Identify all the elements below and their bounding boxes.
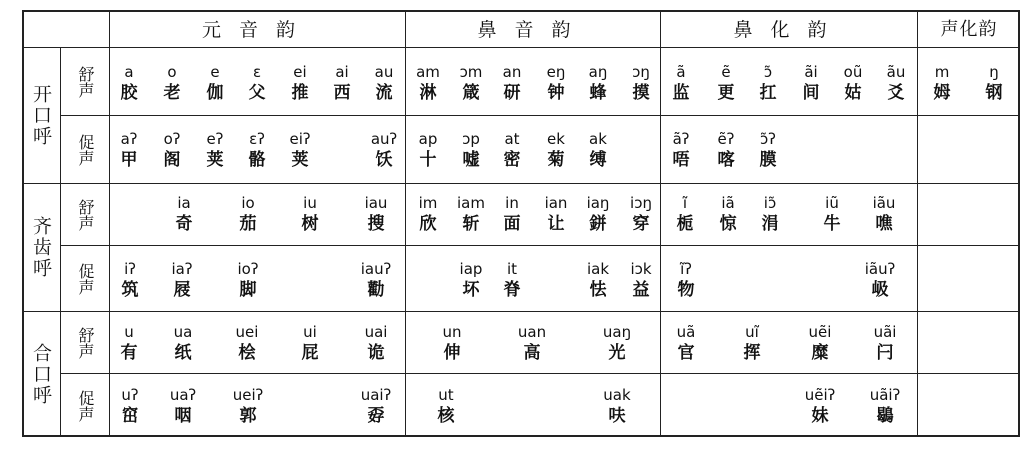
ipa-final: uei (235, 323, 259, 341)
ipa-final: ɔŋ (632, 63, 650, 81)
example-character: 妹 (811, 406, 829, 426)
example-character: 骼 (248, 150, 266, 170)
example-character: 孬 (367, 406, 385, 426)
ipa-final: uã (676, 323, 696, 341)
ipa-final: ap (418, 130, 438, 148)
example-character: 监 (672, 83, 690, 103)
final-entry (224, 322, 270, 364)
example-character: 姑 (844, 83, 862, 103)
final-entry (234, 62, 280, 104)
example-character: 益 (632, 280, 650, 300)
example-character: 呋 (608, 406, 626, 426)
example-character: 缚 (589, 150, 607, 170)
example-character: 惊 (719, 214, 737, 234)
example-character: 让 (547, 214, 565, 234)
final-entry (862, 385, 908, 427)
example-character: 喀 (717, 150, 735, 170)
ipa-final: oũ (843, 63, 863, 81)
ipa-final: ioʔ (237, 260, 259, 278)
example-character: 纸 (174, 343, 192, 363)
final-entry (489, 193, 535, 235)
row-type-label (61, 312, 109, 373)
example-character: 钟 (547, 83, 565, 103)
final-entry (353, 259, 399, 301)
example-character: 爻 (887, 83, 905, 103)
final-entry (575, 129, 621, 171)
ipa-final: uĩ (745, 323, 759, 341)
ipa-final: it (506, 260, 518, 278)
final-entry (873, 62, 919, 104)
example-character: 斩 (462, 214, 480, 234)
example-character: 伸 (443, 343, 461, 363)
example-character: 饫 (375, 150, 393, 170)
row-rule (61, 245, 1020, 246)
example-character: 糜 (811, 343, 829, 363)
ipa-final: iãu (872, 194, 896, 212)
final-entry (405, 129, 451, 171)
example-character: 筑 (121, 280, 139, 300)
final-entry (106, 322, 152, 364)
ipa-final: uaiʔ (360, 386, 392, 404)
final-entry (658, 62, 704, 104)
final-entry (225, 259, 271, 301)
ipa-final: oʔ (163, 130, 181, 148)
final-entry (797, 385, 843, 427)
ipa-final: at (504, 130, 520, 148)
ipa-final: ai (335, 63, 349, 81)
ipa-final: uaŋ (602, 323, 632, 341)
example-character: 西 (333, 83, 351, 103)
example-character: 伽 (206, 83, 224, 103)
ipa-final: iũ (825, 194, 839, 212)
final-entry (663, 259, 709, 301)
ipa-final: iauʔ (360, 260, 392, 278)
ipa-final: ãu (886, 63, 906, 81)
ipa-final: o (167, 63, 177, 81)
example-character: 脚 (239, 280, 257, 300)
final-entry (489, 129, 535, 171)
final-entry (353, 193, 399, 235)
example-character: 栀 (676, 214, 694, 234)
ipa-final: ak (589, 130, 607, 148)
example-character: 屁 (301, 343, 319, 363)
final-entry (319, 62, 365, 104)
final-entry (405, 193, 451, 235)
group-label-hekou (22, 312, 60, 437)
final-entry (705, 193, 751, 235)
ipa-final: uan (517, 323, 547, 341)
ipa-final: iaʔ (171, 260, 193, 278)
final-entry (575, 259, 621, 301)
ipa-final: io (241, 194, 255, 212)
ipa-final: ɔ̃ʔ (760, 130, 776, 148)
example-character: 窋 (121, 406, 139, 426)
ipa-final: au (374, 63, 394, 81)
final-entry (658, 129, 704, 171)
example-character: 十 (419, 150, 437, 170)
final-entry (106, 62, 152, 104)
group-rule (22, 183, 1020, 184)
row-type-label (61, 374, 109, 437)
example-character: 官 (677, 343, 695, 363)
example-character: 鶡 (876, 406, 894, 426)
final-entry (575, 193, 621, 235)
final-entry (106, 129, 152, 171)
example-character: 怯 (589, 280, 607, 300)
example-character: 岋 (871, 280, 889, 300)
final-entry (509, 322, 555, 364)
row-type-label (61, 184, 109, 245)
final-entry (361, 62, 407, 104)
ipa-final: uak (603, 386, 631, 404)
example-character: 坏 (462, 280, 480, 300)
example-character: 郭 (239, 406, 257, 426)
final-entry (234, 129, 280, 171)
ipa-final: iɔ̃ (763, 194, 777, 212)
ipa-final: eʔ (206, 130, 224, 148)
example-character: 唔 (672, 150, 690, 170)
final-entry (489, 62, 535, 104)
example-character: 脊 (503, 280, 521, 300)
ipa-final: ãi (804, 63, 818, 81)
example-character: 研 (503, 83, 521, 103)
ipa-final: ɛ (252, 63, 262, 81)
example-character: 阁 (163, 150, 181, 170)
example-character: 父 (248, 83, 266, 103)
ipa-final: ŋ (989, 63, 999, 81)
final-entry (575, 62, 621, 104)
example-character: 核 (437, 406, 455, 426)
example-character: 咽 (174, 406, 192, 426)
final-entry (448, 259, 494, 301)
row-rule (61, 373, 1020, 374)
final-entry (729, 322, 775, 364)
ipa-final: ia (177, 194, 191, 212)
example-character: 闩 (876, 343, 894, 363)
row-type-text: 促声 (76, 389, 95, 422)
final-entry (160, 385, 206, 427)
final-entry (225, 193, 271, 235)
ipa-final: iãuʔ (864, 260, 896, 278)
group-label-qichi (22, 184, 60, 311)
final-entry (429, 322, 475, 364)
ipa-final: iap (459, 260, 483, 278)
ipa-final: uaʔ (169, 386, 197, 404)
row-type-text: 促声 (76, 133, 95, 166)
example-character: 摸 (632, 83, 650, 103)
final-entry (149, 129, 195, 171)
final-entry (919, 62, 965, 104)
final-entry (861, 193, 907, 235)
final-entry (107, 259, 153, 301)
example-character: 桧 (238, 343, 256, 363)
final-entry (159, 259, 205, 301)
final-entry (287, 193, 333, 235)
group-label-text: 合口呼 (30, 343, 52, 406)
group-label-text: 齐齿呼 (30, 216, 52, 279)
example-character: 诡 (367, 343, 385, 363)
final-entry (277, 62, 323, 104)
ipa-final: e (210, 63, 220, 81)
final-entry (533, 193, 579, 235)
ipa-final: iaŋ (586, 194, 610, 212)
ipa-final: iu (303, 194, 317, 212)
final-entry (594, 385, 640, 427)
group-label-text: 开口呼 (30, 84, 52, 147)
final-entry (448, 193, 494, 235)
ipa-final: uãi (873, 323, 897, 341)
ipa-final: ek (547, 130, 565, 148)
example-character: 树 (301, 214, 319, 234)
example-character: 菊 (547, 150, 565, 170)
final-entry (809, 193, 855, 235)
row-type-text: 舒声 (76, 65, 95, 98)
final-entry (160, 322, 206, 364)
example-character: 奇 (175, 214, 193, 234)
group-rule (22, 311, 1020, 312)
example-character: 蜂 (589, 83, 607, 103)
final-entry (533, 129, 579, 171)
final-entry (448, 129, 494, 171)
example-character: 鉼 (589, 214, 607, 234)
ipa-final: iɔŋ (630, 194, 652, 212)
final-entry (663, 322, 709, 364)
example-character: 胶 (120, 83, 138, 103)
final-entry (594, 322, 640, 364)
final-entry (353, 385, 399, 427)
example-character: 牛 (823, 214, 841, 234)
final-entry (971, 62, 1017, 104)
row-rule (61, 115, 1020, 116)
final-entry (857, 259, 903, 301)
ipa-final: auʔ (370, 130, 398, 148)
example-character: 物 (677, 280, 695, 300)
example-character: 荚 (291, 150, 309, 170)
final-entry (618, 193, 664, 235)
example-character: 光 (608, 343, 626, 363)
ipa-final: eŋ (546, 63, 566, 81)
ipa-final: ɔp (462, 130, 480, 148)
row-type-text: 舒声 (76, 326, 95, 359)
final-entry (361, 129, 407, 171)
example-character: 勸 (367, 280, 385, 300)
header-nasal-finals: 鼻音韵 (477, 18, 589, 41)
ipa-final: ɔ̃ (763, 63, 773, 81)
ipa-final: m (934, 63, 950, 81)
ipa-final: iʔ (124, 260, 136, 278)
example-character: 推 (291, 83, 309, 103)
header-rule (22, 47, 1020, 48)
row-type-label (61, 246, 109, 311)
example-character: 噍 (875, 214, 893, 234)
ipa-final: iak (586, 260, 610, 278)
ipa-final: ẽʔ (717, 130, 735, 148)
ipa-final: ẽ (721, 63, 731, 81)
header-vowel-finals: 元音韵 (201, 18, 313, 41)
ipa-final: ã (676, 63, 686, 81)
ipa-final: ĩ (682, 194, 688, 212)
ipa-final: an (502, 63, 522, 81)
final-entry (277, 129, 323, 171)
example-character: 膜 (759, 150, 777, 170)
example-character: 箴 (462, 83, 480, 103)
ipa-final: aʔ (120, 130, 138, 148)
row-type-label (61, 48, 109, 115)
ipa-final: uai (364, 323, 388, 341)
final-entry (107, 385, 153, 427)
final-entry (149, 62, 195, 104)
final-entry (745, 62, 791, 104)
ipa-final: iau (364, 194, 388, 212)
header-syllabic-finals: 声化韵 (940, 19, 998, 40)
final-entry (662, 193, 708, 235)
ipa-final: a (124, 63, 134, 81)
example-character: 欣 (419, 214, 437, 234)
final-entry (192, 129, 238, 171)
example-character: 涓 (761, 214, 779, 234)
example-character: 流 (375, 83, 393, 103)
example-character: 嘘 (462, 150, 480, 170)
ipa-final: iã (721, 194, 735, 212)
example-character: 屐 (173, 280, 191, 300)
ipa-final: ui (303, 323, 317, 341)
final-entry (703, 129, 749, 171)
row-type-text: 促声 (76, 262, 95, 295)
example-character: 甲 (120, 150, 138, 170)
ipa-final: ueiʔ (232, 386, 264, 404)
final-entry (353, 322, 399, 364)
ipa-final: uẽi (808, 323, 832, 341)
row-type-text: 舒声 (76, 198, 95, 231)
ipa-final: ut (438, 386, 454, 404)
ipa-final: u (124, 323, 134, 341)
example-character: 密 (503, 150, 521, 170)
final-entry (862, 322, 908, 364)
ipa-final: aŋ (588, 63, 608, 81)
ipa-final: ei (293, 63, 307, 81)
final-entry (747, 193, 793, 235)
example-character: 挥 (743, 343, 761, 363)
example-character: 老 (163, 83, 181, 103)
final-entry (745, 129, 791, 171)
ipa-final: uãiʔ (869, 386, 901, 404)
final-entry (192, 62, 238, 104)
example-character: 茄 (239, 214, 257, 234)
ipa-final: uʔ (121, 386, 139, 404)
ipa-final: ĩʔ (680, 260, 692, 278)
ipa-final: iɔk (630, 260, 652, 278)
example-character: 淋 (419, 83, 437, 103)
final-entry (788, 62, 834, 104)
ipa-final: iam (457, 194, 485, 212)
ipa-final: eiʔ (289, 130, 311, 148)
example-character: 穿 (632, 214, 650, 234)
example-character: 荚 (206, 150, 224, 170)
example-character: 钢 (985, 83, 1003, 103)
final-entry (448, 62, 494, 104)
example-character: 更 (717, 83, 735, 103)
ipa-final: ãʔ (672, 130, 690, 148)
ipa-final: ua (173, 323, 193, 341)
example-character: 高 (523, 343, 541, 363)
ipa-final: in (505, 194, 519, 212)
final-entry (533, 62, 579, 104)
final-entry (618, 259, 664, 301)
header-nasalized-finals: 鼻化韵 (733, 18, 845, 41)
final-entry (703, 62, 749, 104)
final-entry (830, 62, 876, 104)
row-type-label (61, 116, 109, 183)
example-character: 间 (802, 83, 820, 103)
final-entry (161, 193, 207, 235)
ipa-final: ɔm (459, 63, 483, 81)
ipa-final: uẽiʔ (804, 386, 836, 404)
ipa-final: im (418, 194, 438, 212)
example-character: 面 (503, 214, 521, 234)
final-entry (287, 322, 333, 364)
example-character: 扛 (759, 83, 777, 103)
example-character: 有 (120, 343, 138, 363)
final-entry (225, 385, 271, 427)
ipa-final: un (442, 323, 462, 341)
example-character: 搜 (367, 214, 385, 234)
ipa-final: ɛʔ (249, 130, 265, 148)
group-label-kaikou (22, 48, 60, 183)
example-character: 姆 (933, 83, 951, 103)
ipa-final: am (416, 63, 440, 81)
ipa-final: ian (544, 194, 568, 212)
final-entry (797, 322, 843, 364)
final-entry (405, 62, 451, 104)
final-entry (489, 259, 535, 301)
final-entry (423, 385, 469, 427)
